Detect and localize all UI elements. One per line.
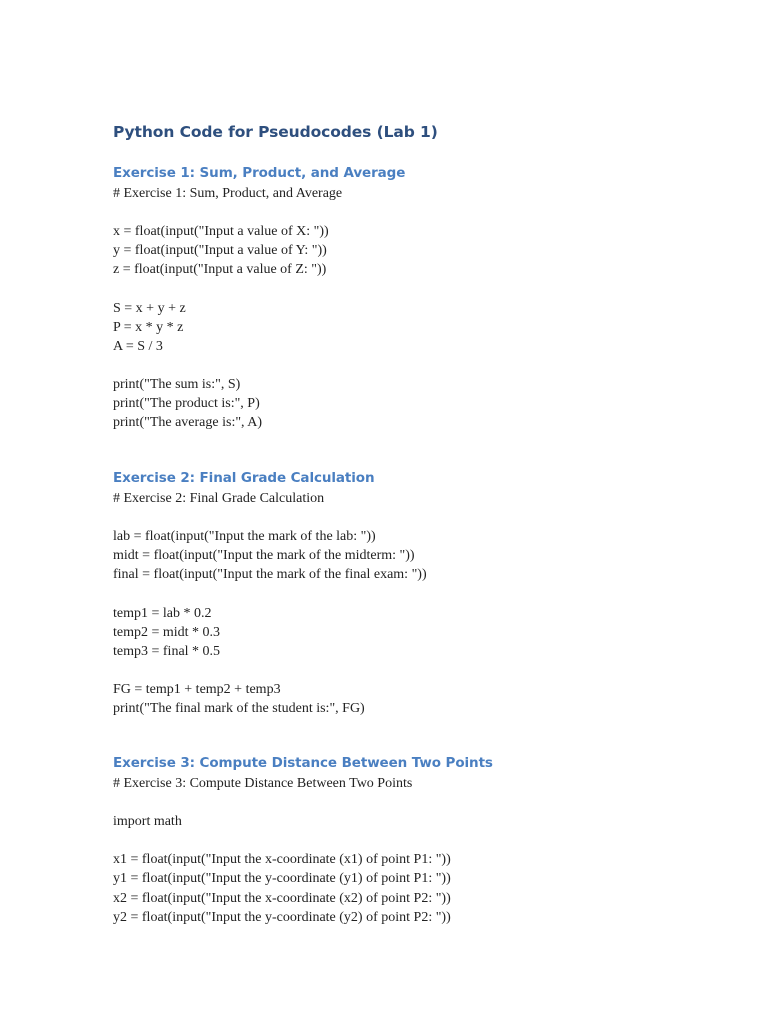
code-line: import math	[113, 814, 182, 830]
code-line: # Exercise 1: Sum, Product, and Average	[113, 186, 343, 201]
code-line: # Exercise 3: Compute Distance Between Two Points	[113, 776, 413, 791]
code-line: lab = float(input("Input the mark of the lab: "))	[113, 529, 376, 545]
code-line	[113, 661, 427, 680]
code-line: temp1 = lab * 0.2	[113, 605, 212, 621]
document-title: Python Code for Pseudocodes (Lab 1)	[113, 123, 438, 141]
code-line: y2 = float(input("Input the y-coordinate (y2) of point P2: "))	[113, 909, 451, 925]
code-line: FG = temp1 + temp2 + temp3	[113, 681, 281, 697]
exercise-2-section	[113, 467, 427, 718]
code-line: A = S / 3	[113, 338, 163, 354]
code-line: y = float(input("Input a value of Y: "))	[113, 243, 327, 259]
code-line	[113, 356, 405, 375]
code-line: print("The final mark of the student is:", FG)	[113, 701, 365, 717]
code-line: final = float(input("Input the mark of the final exam: "))	[113, 567, 427, 583]
code-line: print("The sum is:", S)	[113, 376, 241, 392]
code-line: x1 = float(input("Input the x-coordinate (x1) of point P1: "))	[113, 852, 451, 868]
code-line: x2 = float(input("Input the x-coordinate (x2) of point P2: "))	[113, 890, 451, 906]
code-line: temp3 = final * 0.5	[113, 643, 221, 659]
code-line: x = float(input("Input a value of X: "))	[113, 224, 329, 240]
exercise-2-code	[113, 489, 427, 718]
exercise-1-section	[113, 162, 405, 432]
exercise-1-heading: Exercise 1: Sum, Product, and Average	[113, 165, 406, 181]
code-line	[113, 584, 427, 603]
code-line	[113, 831, 493, 850]
exercise-1-code	[113, 184, 405, 432]
code-line	[113, 508, 427, 527]
exercise-3-heading: Exercise 3: Compute Distance Between Two Points	[113, 755, 493, 771]
code-line: print("The average is:", A)	[113, 415, 263, 431]
exercise-3-code	[113, 774, 493, 927]
code-line: midt = float(input("Input the mark of the midterm: "))	[113, 548, 415, 564]
exercise-3-section	[113, 752, 493, 927]
code-line	[113, 279, 405, 298]
code-line: temp2 = midt * 0.3	[113, 624, 221, 640]
code-line: S = x + y + z	[113, 300, 186, 316]
code-line: z = float(input("Input a value of Z: "))	[113, 262, 327, 278]
code-line	[113, 793, 493, 812]
code-line: P = x * y * z	[113, 319, 184, 335]
code-line: y1 = float(input("Input the y-coordinate (y1) of point P1: "))	[113, 871, 451, 887]
code-line	[113, 203, 405, 222]
code-line: print("The product is:", P)	[113, 396, 260, 412]
exercise-2-heading: Exercise 2: Final Grade Calculation	[113, 470, 375, 486]
code-line: # Exercise 2: Final Grade Calculation	[113, 491, 325, 506]
